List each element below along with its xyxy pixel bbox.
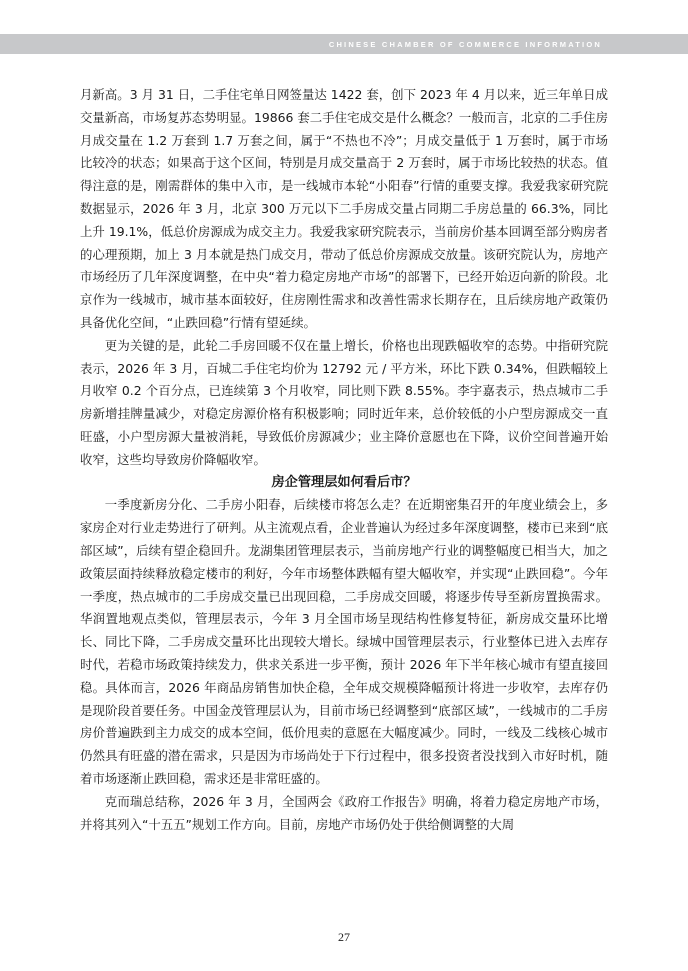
header-band [0,34,688,54]
section-subheading: 房企管理层如何看后市？ [271,474,417,490]
paragraph-continued: 月新高。3 月 31 日，二手住宅单日网签量达 1422 套，创下 2023 年 4 月以来，近三年单日成交量新高，市场复苏态势明显。19866 套二手住宅成交是什么概念？一般而言，北京的二手住房月成交量在 1.2 万套到 1.7 万套之间，属于“不热也不冷”；月成交量低于 1 万套时，属于市场比较冷的状态；如果高于这个区间，特别是月成交量高于 2 万套时，属于市场比较热的状态。值得注意的是，刚需群体的集中入市，是一线城市本轮“小阳春”行情的重要支撑。我爱我家研究院数据显示，2026 年 3 月，北京 300 万元以下二手房成交量占同期二手房总量的 66.3%，同比上升 19.1%，低总价房源成为成交主力。我爱我家研究院表示，当前房价基本回调至部分购房者的心理预期，加上 3 月本就是热门成交月，带动了低总价房源成交放量。该研究院认为，房地产市场经历了几年深度调整，在中央“着力稳定房地产市场”的部署下，已经开始迈向新的阶段。北京作为一线城市，城市基本面较好，住房刚性需求和改善性需求长期存在，且后续房地产政策仍具备优化空间，“止跌回稳”行情有望延续。 [80,87,608,330]
journal-name: CHINESE CHAMBER OF COMMERCE INFORMATION [328,40,602,49]
paragraph-developer-views: 一季度新房分化、二手房小阳春，后续楼市将怎么走？在近期密集召开的年度业绩会上，多家房企对行业走势进行了研判。从主流观点看，企业普遍认为经过多年深度调整，楼市已来到“底部区域”，后续有望企稳回升。龙湖集团管理层表示，当前房地产行业的调整幅度已相当大，加之政策层面持续释放稳定楼市的利好，今年市场整体跌幅有望大幅收窄，并实现“止跌回稳”。今年一季度，热点城市的二手房成交量已出现回稳，二手房成交回暖，将逐步传导至新房置换需求。华润置地观点类似，管理层表示，今年 3 月全国市场呈现结构性修复特征，新房成交量环比增长、同比下降，二手房成交量环比出现较大增长。绿城中国管理层表示，行业整体已进入去库存时代，若稳市场政策持续发力，供求关系进一步平衡，预计 2026 年下半年核心城市有望直接回稳。具体而言，2026 年商品房销售加快企稳，全年成交规模降幅预计将进一步收窄，去库存仍是现阶段首要任务。中国金茂管理层认为，目前市场已经调整到“底部区域”，一线城市的二手房房价普遍跌到主力成交的成本空间，低价甩卖的意愿在大幅度减少。同时，一线及二线核心城市仍然具有旺盛的潜在需求，只是因为市场尚处于下行过程中，很多投资者没找到入市好时机，随着市场逐渐止跌回稳，需求还是非常旺盛的。 [80,497,608,786]
page-number: 27 [338,930,350,944]
article-body [80,84,608,836]
paragraph-price-trend: 更为关键的是，此轮二手房回暖不仅在量上增长，价格也出现跌幅收窄的态势。中指研究院表示，2026 年 3 月，百城二手住宅均价为 12792 元 / 平方米，环比下跌 0.34%，但跌幅较上月收窄 0.2 个百分点，已连续第 3 个月收窄，同比则下跌 8.55%。李宇嘉表示，热点城市二手房新增挂牌量减少，对稳定房源价格有积极影响；同时近年来，总价较低的小户型房源成交一直旺盛，小户型房源大量被消耗，导致低价房源减少；业主降价意愿也在下降，议价空间普遍开始收窄，这些均导致房价降幅收窄。 [80,337,608,467]
paragraph-cric-summary: 克而瑞总结称，2026 年 3 月，全国两会《政府工作报告》明确，将着力稳定房地产市场，并将其列入“十五五”规划工作方向。目前，房地产市场仍处于供给侧调整的大周 [80,793,608,832]
